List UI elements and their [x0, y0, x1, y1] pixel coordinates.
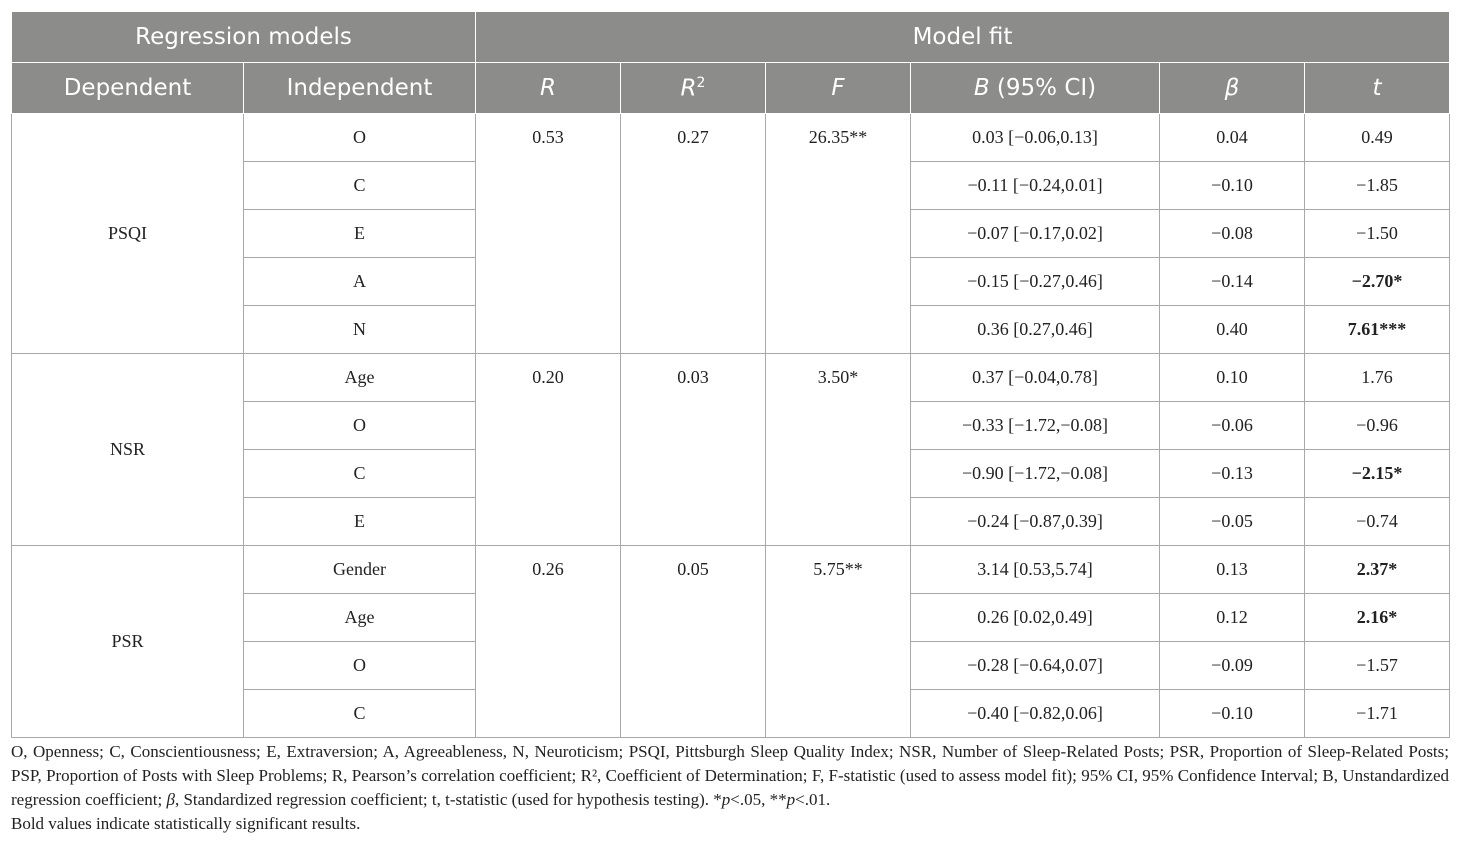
cell-f: 3.50*: [766, 354, 911, 546]
footnote-part1: O, Openness; C, Conscientiousness; E, Extraversion; A, Agreeableness, N, Neuroticism; PSQI, Pittsburgh Sleep Quality Index; NSR, Number of Sleep-Related Posts; PSR, Proportion of Sleep-Related Posts; PSP, Proportion of Posts with Sleep Problems; R, Pearson’s correlation coefficient; R², Coefficient of Determination; F, F-statistic (used to assess model fit); 95% CI, 95% Confidence Interval; B, Unstandardized regression coefficient;: [11, 742, 1449, 809]
cell-b-ci: −0.15 [−0.27,0.46]: [911, 258, 1160, 306]
cell-beta: 0.13: [1160, 546, 1305, 594]
cell-beta: −0.13: [1160, 450, 1305, 498]
cell-t: −1.85: [1305, 162, 1450, 210]
cell-r: 0.26: [476, 546, 621, 738]
cell-r: 0.53: [476, 114, 621, 354]
footnote-p2: p: [786, 790, 796, 809]
cell-beta: −0.09: [1160, 642, 1305, 690]
header-independent: Independent: [244, 63, 476, 114]
cell-b-ci: 0.03 [−0.06,0.13]: [911, 114, 1160, 162]
cell-t: −1.57: [1305, 642, 1450, 690]
cell-b-ci: −0.28 [−0.64,0.07]: [911, 642, 1160, 690]
header-f: F: [766, 63, 911, 114]
cell-b-ci: −0.07 [−0.17,0.02]: [911, 210, 1160, 258]
cell-r2: 0.27: [621, 114, 766, 354]
cell-beta: 0.12: [1160, 594, 1305, 642]
cell-beta: −0.05: [1160, 498, 1305, 546]
cell-independent: N: [244, 306, 476, 354]
cell-t: −0.74: [1305, 498, 1450, 546]
header-beta: β: [1160, 63, 1305, 114]
table-body: [12, 114, 1450, 738]
cell-beta: −0.10: [1160, 690, 1305, 738]
footnote-abbreviations: [11, 740, 1449, 812]
cell-independent: C: [244, 690, 476, 738]
cell-t: 2.37*: [1305, 546, 1450, 594]
table-footnote: [11, 740, 1449, 836]
cell-independent: C: [244, 450, 476, 498]
footnote-p1: p: [721, 790, 731, 809]
header-dependent: Dependent: [12, 63, 244, 114]
cell-b-ci: −0.33 [−1.72,−0.08]: [911, 402, 1160, 450]
footnote-part3: <.05, **: [730, 790, 787, 809]
table-row: [12, 114, 1450, 162]
footnote-part2: , Standardized regression coefficient; t, t-statistic (used for hypothesis testing). *: [174, 790, 722, 809]
cell-b-ci: −0.90 [−1.72,−0.08]: [911, 450, 1160, 498]
cell-t: −2.70*: [1305, 258, 1450, 306]
cell-beta: −0.10: [1160, 162, 1305, 210]
header-b-symbol: B: [973, 75, 990, 101]
cell-independent: O: [244, 642, 476, 690]
cell-independent: C: [244, 162, 476, 210]
table-row: [12, 546, 1450, 594]
cell-independent: E: [244, 498, 476, 546]
cell-t: −0.96: [1305, 402, 1450, 450]
cell-r2: 0.05: [621, 546, 766, 738]
header-b-suffix: (95% CI): [989, 75, 1097, 101]
cell-independent: E: [244, 210, 476, 258]
cell-beta: 0.04: [1160, 114, 1305, 162]
cell-f: 5.75**: [766, 546, 911, 738]
regression-table-container: [11, 11, 1449, 738]
footnote-bold-note: Bold values indicate statistically significant results.: [11, 814, 361, 833]
cell-b-ci: 0.26 [0.02,0.49]: [911, 594, 1160, 642]
header-model-fit: Model fit: [476, 12, 1450, 63]
cell-independent: O: [244, 114, 476, 162]
header-r2-superscript: 2: [696, 74, 706, 91]
cell-independent: O: [244, 402, 476, 450]
cell-beta: −0.14: [1160, 258, 1305, 306]
cell-independent: Gender: [244, 546, 476, 594]
cell-dependent: NSR: [12, 354, 244, 546]
cell-b-ci: −0.11 [−0.24,0.01]: [911, 162, 1160, 210]
cell-b-ci: −0.24 [−0.87,0.39]: [911, 498, 1160, 546]
cell-t: 2.16*: [1305, 594, 1450, 642]
header-regression-models: Regression models: [12, 12, 476, 63]
cell-b-ci: 0.36 [0.27,0.46]: [911, 306, 1160, 354]
cell-b-ci: 3.14 [0.53,5.74]: [911, 546, 1160, 594]
cell-independent: Age: [244, 354, 476, 402]
cell-b-ci: 0.37 [−0.04,0.78]: [911, 354, 1160, 402]
cell-t: −1.50: [1305, 210, 1450, 258]
cell-t: −2.15*: [1305, 450, 1450, 498]
header-row-groups: [12, 12, 1450, 63]
cell-t: 1.76: [1305, 354, 1450, 402]
cell-dependent: PSR: [12, 546, 244, 738]
cell-beta: −0.06: [1160, 402, 1305, 450]
header-r: R: [476, 63, 621, 114]
header-b: [911, 63, 1160, 114]
cell-t: 7.61***: [1305, 306, 1450, 354]
header-row-columns: [12, 63, 1450, 114]
regression-table: [11, 11, 1450, 738]
header-r2-symbol: R: [680, 75, 697, 102]
cell-b-ci: −0.40 [−0.82,0.06]: [911, 690, 1160, 738]
table-header: [12, 12, 1450, 114]
footnote-beta: β: [166, 790, 175, 809]
cell-f: 26.35**: [766, 114, 911, 354]
cell-beta: 0.10: [1160, 354, 1305, 402]
footnote-part4: <.01.: [795, 790, 831, 809]
header-t: t: [1305, 63, 1450, 114]
cell-beta: 0.40: [1160, 306, 1305, 354]
cell-r2: 0.03: [621, 354, 766, 546]
cell-independent: A: [244, 258, 476, 306]
cell-t: 0.49: [1305, 114, 1450, 162]
cell-dependent: PSQI: [12, 114, 244, 354]
header-r2: [621, 63, 766, 114]
cell-independent: Age: [244, 594, 476, 642]
cell-r: 0.20: [476, 354, 621, 546]
cell-t: −1.71: [1305, 690, 1450, 738]
table-row: [12, 354, 1450, 402]
cell-beta: −0.08: [1160, 210, 1305, 258]
